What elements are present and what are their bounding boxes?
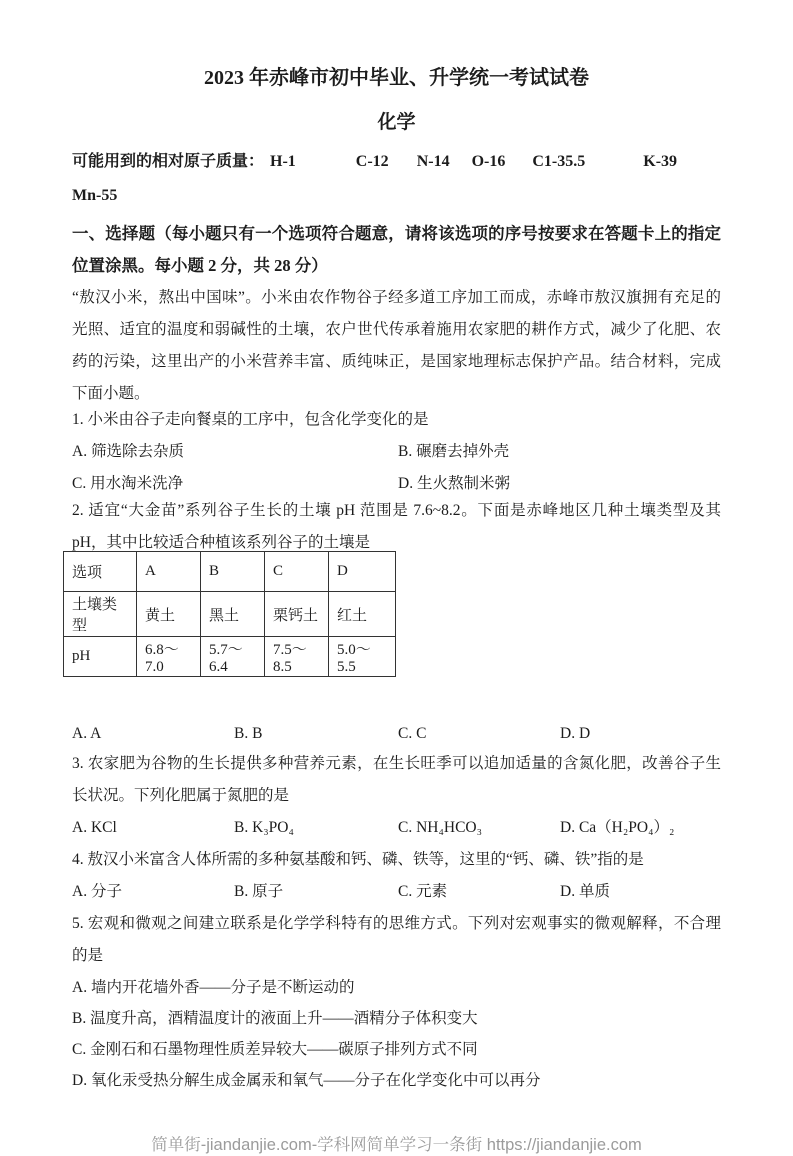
question-3-options — [72, 812, 721, 844]
soil-table-ph-row — [64, 637, 396, 677]
soil-cell: C — [265, 552, 329, 592]
soil-cell: 5.0～5.5 — [329, 637, 396, 677]
soil-cell: 黑土 — [201, 592, 265, 637]
soil-table-type-row — [64, 592, 396, 637]
intro-paragraph: “敖汉小米，熬出中国味”。小米由农作物谷子经多道工序加工而成，赤峰市敖汉旗拥有充足的光照、适宜的温度和弱碱性的土壤，农户世代传承着施用农家肥的耕作方式，减少了化肥、农药的污染，这里出产的小米营养丰富、质纯味正，是国家地理标志保护产品。结合材料，完成下面小题。 — [72, 289, 721, 402]
question-2-options — [72, 718, 721, 750]
q5-option-d: D. 氧化汞受热分解生成金属汞和氧气——分子在化学变化中可以再分 — [72, 1072, 541, 1089]
soil-cell: 6.8～7.0 — [137, 637, 201, 677]
question-4-options — [72, 876, 721, 908]
q3-option-b: B. K₃PO₄ — [234, 819, 294, 836]
soil-cell: 7.5～8.5 — [265, 637, 329, 677]
soil-cell: 黄土 — [137, 592, 201, 637]
q4-option-d: D. 单质 — [560, 883, 610, 900]
q4-option-a: A. 分子 — [72, 883, 122, 900]
q1-option-c: C. 用水淘米洗净 — [72, 475, 184, 492]
soil-cell: 栗钙土 — [265, 592, 329, 637]
question-1-options — [72, 436, 721, 500]
question-3-stem: 3. 农家肥为谷物的生长提供多种营养元素，在生长旺季可以追加适量的含氮化肥，改善谷子生长状况。下列化肥属于氮肥的是 — [72, 755, 721, 804]
question-2-stem: 2. 适宜“大金苗”系列谷子生长的土壤 pH 范围是 7.6~8.2。下面是赤峰地区几种土壤类型及其 pH，其中比较适合种植该系列谷子的土壤是 — [72, 502, 721, 551]
atomic-mass-o: O-16 — [471, 153, 506, 170]
q4-option-b: B. 原子 — [234, 883, 284, 900]
q5-option-b: B. 温度升高，酒精温度计的液面上升——酒精分子体积变大 — [72, 1010, 478, 1027]
q5-option-c: C. 金刚石和石墨物理性质差异较大——碳原子排列方式不同 — [72, 1041, 478, 1058]
question-4-stem: 4. 敖汉小米富含人体所需的多种氨基酸和钙、磷、铁等，这里的“钙、磷、铁”指的是 — [72, 851, 644, 868]
q2-option-d: D. D — [560, 725, 591, 742]
soil-ph-table — [63, 551, 396, 677]
atomic-mass-k: K-39 — [643, 153, 678, 170]
soil-cell: 红土 — [329, 592, 396, 637]
exam-title: 2023 年赤峰市初中毕业、升学统一考试试卷 — [204, 67, 589, 89]
q4-option-c: C. 元素 — [398, 883, 448, 900]
q5-option-a: A. 墙内开花墙外香——分子是不断运动的 — [72, 979, 355, 996]
exam-subject: 化学 — [377, 112, 416, 133]
soil-cell: D — [329, 552, 396, 592]
atomic-mass-mn: Mn-55 — [72, 187, 118, 204]
q1-option-a: A. 筛选除去杂质 — [72, 443, 184, 460]
q3-option-a: A. KCl — [72, 819, 117, 836]
atomic-mass-h: H-1 — [270, 153, 296, 170]
soil-cell: B — [201, 552, 265, 592]
atomic-mass-c: C-12 — [355, 153, 389, 170]
atomic-mass-line — [72, 150, 721, 174]
soil-cell: 土壤类型 — [64, 592, 137, 637]
question-1-stem: 1. 小米由谷子走向餐桌的工序中，包含化学变化的是 — [72, 411, 429, 428]
question-5-options — [72, 972, 721, 1096]
q3-option-c: C. NH₄HCO₃ — [398, 819, 483, 836]
atomic-mass-label: 可能用到的相对原子质量： — [72, 153, 265, 170]
q3-option-d: D. Ca（H₂PO₄）₂ — [560, 819, 675, 836]
watermark-footer: 简单街-jiandanjie.com-学科网简单学习一条街 https://jiandanjie.com — [151, 1136, 642, 1154]
atomic-mass-n: N-14 — [416, 153, 450, 170]
soil-cell: 选项 — [64, 552, 137, 592]
soil-cell: 5.7～6.4 — [201, 637, 265, 677]
soil-cell: A — [137, 552, 201, 592]
q1-option-d: D. 生火熬制米粥 — [398, 475, 510, 492]
q2-option-c: C. C — [398, 725, 427, 742]
soil-cell: pH — [64, 637, 137, 677]
question-5-stem: 5. 宏观和微观之间建立联系是化学学科特有的思维方式。下列对宏观事实的微观解释，不合理的是 — [72, 915, 721, 964]
atomic-mass-cl: C1-35.5 — [532, 153, 586, 170]
q1-option-b: B. 碾磨去掉外壳 — [398, 443, 510, 460]
section-one-heading: 一、选择题（每小题只有一个选项符合题意，请将该选项的序号按要求在答题卡上的指定位置涂黑。每小题 2 分，共 28 分） — [72, 224, 721, 275]
q2-option-a: A. A — [72, 725, 102, 742]
q2-option-b: B. B — [234, 725, 263, 742]
